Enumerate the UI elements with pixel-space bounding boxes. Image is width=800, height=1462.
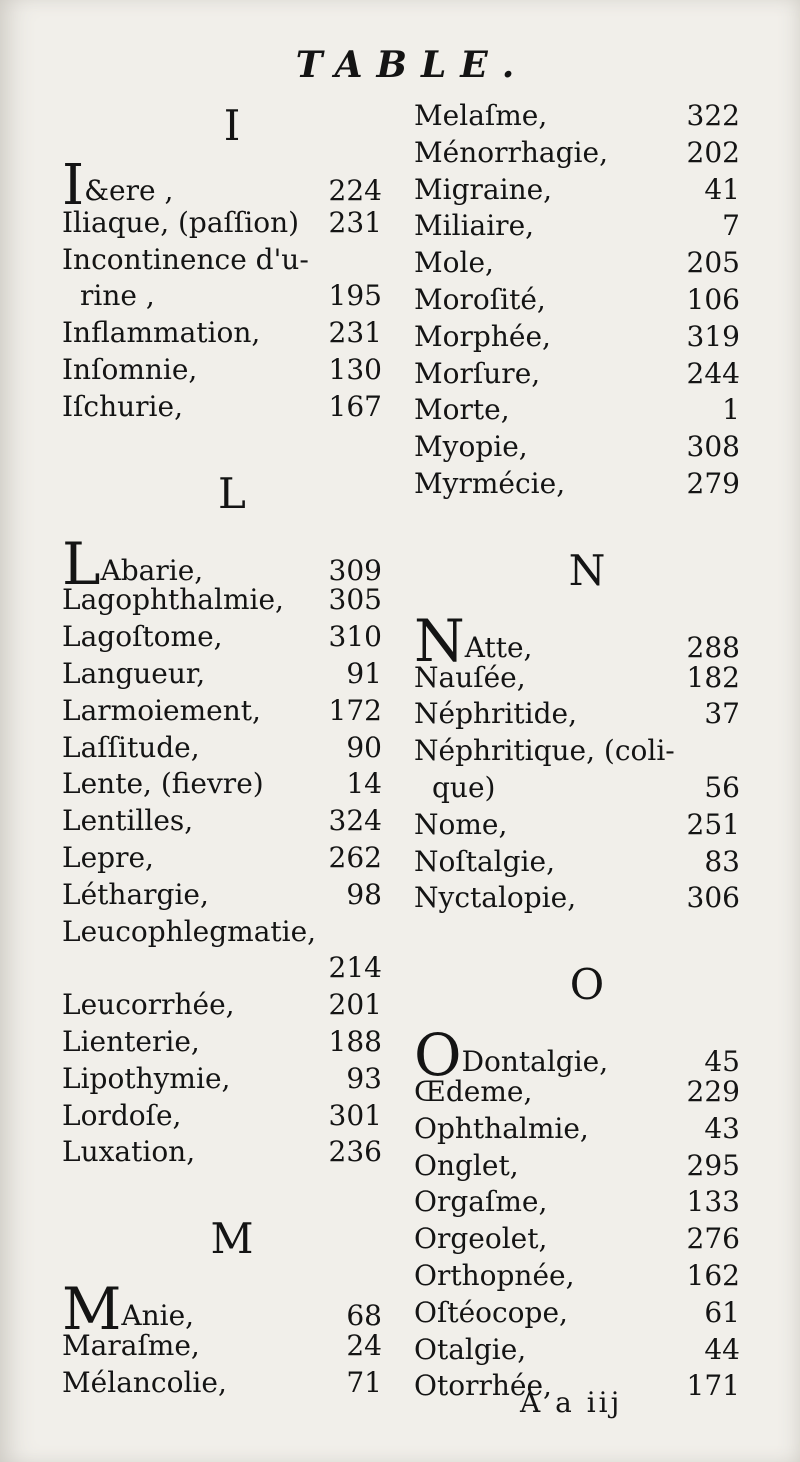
section-letter-l: L <box>218 468 246 518</box>
entry-name: Ménorrhagie, <box>414 135 608 169</box>
index-entry <box>62 877 382 914</box>
entry-name: Ophthalmie, <box>414 1111 589 1145</box>
entry-list-n <box>414 660 740 918</box>
entry-page: 205 <box>686 246 740 280</box>
entry-name: Atte, <box>464 630 533 664</box>
entry-name: Inſomnie, <box>62 352 198 386</box>
entry-page: 91 <box>346 656 382 690</box>
entry-list-l <box>62 582 382 1171</box>
index-entry <box>414 807 740 844</box>
entry-page: 167 <box>328 389 382 423</box>
entry-name: Myrmécie, <box>414 466 566 500</box>
index-entry <box>62 803 382 840</box>
index-entry <box>62 987 382 1024</box>
entry-page: 41 <box>704 172 740 206</box>
index-entry <box>414 660 740 697</box>
index-entry <box>62 1098 382 1135</box>
entry-page: 172 <box>328 693 382 727</box>
entry-name: Lente, (fievre) <box>62 767 264 801</box>
entry-name: Nome, <box>414 807 508 841</box>
entry-name: Incontinence d'u- <box>62 242 309 276</box>
index-entry <box>414 733 740 770</box>
entry-name: Iliaque, (paſſion) <box>62 205 300 239</box>
entry-page: 309 <box>328 553 382 587</box>
index-entry <box>62 1328 382 1365</box>
drop-cap: N <box>414 606 465 675</box>
index-entry <box>414 696 740 733</box>
entry-page: 93 <box>346 1061 382 1095</box>
entry-name: Abarie, <box>100 553 204 587</box>
entry-page: 98 <box>346 877 382 911</box>
entry-page: 37 <box>704 697 740 731</box>
section-letter-n: N <box>568 545 606 595</box>
drop-cap: M <box>62 1275 122 1344</box>
index-entry <box>414 135 740 172</box>
section-letter-m: M <box>210 1214 254 1264</box>
entry-name: Néphritide, <box>414 697 577 731</box>
entry-page: 24 <box>346 1328 382 1362</box>
index-entry <box>62 582 382 619</box>
entry-name: Orgaſme, <box>414 1185 548 1219</box>
entry-name: Noſtalgie, <box>414 844 555 878</box>
entry-page: 301 <box>328 1098 382 1132</box>
entry-name: Larmoiement, <box>62 693 261 727</box>
index-entry <box>62 205 382 242</box>
entry-page: 322 <box>686 99 740 132</box>
index-entry <box>414 98 740 135</box>
page-header: TABLE. <box>295 44 529 86</box>
entry-name: Lienterie, <box>62 1024 200 1058</box>
entry-page: 305 <box>328 583 382 617</box>
index-entry-first <box>62 153 382 218</box>
index-entry <box>62 730 382 767</box>
entry-page: 251 <box>686 807 740 841</box>
index-entry <box>62 389 382 426</box>
entry-name: Orthopnée, <box>414 1258 575 1292</box>
entry-name: Mélancolie, <box>62 1365 227 1399</box>
entry-name: Dontalgie, <box>461 1045 609 1079</box>
entry-page: 43 <box>704 1111 740 1145</box>
index-entry <box>414 1295 740 1332</box>
index-entry <box>414 770 740 807</box>
index-entry <box>414 1111 740 1148</box>
entry-name: Œdeme, <box>414 1074 533 1108</box>
entry-page: 236 <box>328 1135 382 1169</box>
entry-name: Moroſité, <box>414 282 546 316</box>
entry-page: 90 <box>346 730 382 764</box>
entry-name: Leucophlegmatie, <box>62 914 317 948</box>
index-entry <box>414 245 740 282</box>
entry-name: Oſtéocope, <box>414 1295 568 1329</box>
entry-page: 319 <box>686 319 740 353</box>
entry-page: 56 <box>704 770 740 804</box>
index-entry <box>62 1061 382 1098</box>
entry-page: 195 <box>328 279 382 313</box>
index-entry <box>414 1148 740 1185</box>
entry-name: Luxation, <box>62 1135 196 1169</box>
entry-page: 61 <box>704 1295 740 1329</box>
entry-page: 83 <box>704 844 740 878</box>
index-entry <box>414 319 740 356</box>
entry-page: 288 <box>686 630 740 664</box>
entry-name: Maraſme, <box>62 1328 200 1362</box>
entry-name: rine , <box>80 279 155 313</box>
entry-name: Morphée, <box>414 319 551 353</box>
entry-page: 45 <box>704 1045 740 1079</box>
entry-name: Otalgie, <box>414 1332 527 1366</box>
entry-name: Myopie, <box>414 430 528 464</box>
index-entry <box>414 880 740 917</box>
entry-name: Iſchurie, <box>62 389 183 423</box>
entry-page: 229 <box>686 1074 740 1108</box>
entry-page: 171 <box>686 1369 740 1403</box>
entry-page: 279 <box>686 466 740 500</box>
entry-name: Lipothymie, <box>62 1061 231 1095</box>
entry-name: &ere , <box>84 174 174 207</box>
entry-page: 308 <box>686 430 740 464</box>
section-letter-i: I <box>223 101 241 150</box>
index-entry <box>62 1365 382 1402</box>
entry-page: 133 <box>686 1185 740 1219</box>
index-entry <box>62 242 382 279</box>
entry-page: 182 <box>686 660 740 694</box>
entry-page: 224 <box>328 174 382 207</box>
entry-page: 14 <box>346 767 382 801</box>
entry-page: 188 <box>328 1024 382 1058</box>
entry-name: Onglet, <box>414 1148 519 1182</box>
index-entry-first <box>62 529 382 598</box>
index-entry <box>414 1332 740 1369</box>
entry-name: Nauſée, <box>414 660 526 694</box>
entry-page: 1 <box>722 393 740 427</box>
entry-page: 324 <box>328 804 382 838</box>
index-entry <box>62 352 382 389</box>
entry-name: Otorrhée, <box>414 1369 552 1403</box>
entry-page: 71 <box>346 1365 382 1399</box>
index-entry <box>62 914 382 951</box>
entry-name: Laſſitude, <box>62 730 200 764</box>
entry-name: Lepre, <box>62 840 154 874</box>
entry-list-m-continued <box>414 98 740 503</box>
entry-name: Lentilles, <box>62 804 194 838</box>
drop-cap: L <box>62 529 101 598</box>
index-entry <box>62 619 382 656</box>
entry-name: Melaſme, <box>414 99 548 132</box>
entry-page: 262 <box>328 840 382 874</box>
entry-page: 7 <box>722 209 740 243</box>
index-entry <box>62 1024 382 1061</box>
entry-page: 106 <box>686 282 740 316</box>
index-entry <box>414 466 740 503</box>
index-entry <box>414 356 740 393</box>
index-entry <box>62 278 382 315</box>
index-entry <box>62 315 382 352</box>
entry-name: Morſure, <box>414 356 541 390</box>
section-letter-o: O <box>569 960 605 1010</box>
entry-page: 201 <box>328 988 382 1022</box>
entry-page: 231 <box>328 205 382 239</box>
entry-name: Leucorrhée, <box>62 988 235 1022</box>
index-entry <box>414 392 740 429</box>
index-entry <box>414 1258 740 1295</box>
index-entry <box>62 950 382 987</box>
index-entry <box>414 1184 740 1221</box>
entry-page: 310 <box>328 620 382 654</box>
entry-name: Mole, <box>414 246 494 280</box>
entry-name: Langueur, <box>62 656 206 690</box>
entry-name: Morte, <box>414 393 510 427</box>
index-entry <box>62 840 382 877</box>
right-column <box>414 88 740 1405</box>
entry-page: 68 <box>346 1299 382 1333</box>
index-entry-first <box>414 606 740 675</box>
entry-page: 214 <box>328 951 382 985</box>
entry-name: Inflammation, <box>62 316 261 350</box>
index-entry <box>62 1134 382 1171</box>
entry-name: Nyctalopie, <box>414 881 577 915</box>
entry-page: 202 <box>686 135 740 169</box>
index-entry <box>414 844 740 881</box>
entry-page: 276 <box>686 1222 740 1256</box>
index-entry <box>62 766 382 803</box>
index-entry <box>414 1221 740 1258</box>
drop-cap: O <box>414 1021 462 1090</box>
entry-name: Anie, <box>121 1299 195 1333</box>
entry-list-o <box>414 1074 740 1405</box>
entry-page: 162 <box>686 1258 740 1292</box>
entry-page: 244 <box>686 356 740 390</box>
entry-page: 306 <box>686 881 740 915</box>
entry-name: Léthargie, <box>62 877 209 911</box>
index-entry <box>62 693 382 730</box>
entry-list-i <box>62 205 382 426</box>
entry-name: Lagophthalmie, <box>62 583 284 617</box>
drop-cap: I <box>62 153 85 218</box>
index-entry <box>62 656 382 693</box>
index-entry <box>414 282 740 319</box>
entry-page: 130 <box>328 352 382 386</box>
entry-page: 44 <box>704 1332 740 1366</box>
entry-list-m <box>62 1328 382 1402</box>
entry-name: Migraine, <box>414 172 553 206</box>
entry-page: 295 <box>686 1148 740 1182</box>
index-entry-first <box>414 1021 740 1090</box>
index-entry <box>414 429 740 466</box>
entry-name: Miliaire, <box>414 209 535 243</box>
entry-name: Lordoſe, <box>62 1098 182 1132</box>
entry-name: Lagoſtome, <box>62 620 223 654</box>
index-entry <box>414 172 740 209</box>
left-column <box>62 88 382 1402</box>
signature-mark: A a iij <box>520 1386 623 1419</box>
entry-name: Néphritique, (coli- <box>414 734 675 768</box>
index-entry <box>414 208 740 245</box>
entry-name: Orgeolet, <box>414 1222 548 1256</box>
index-entry-first <box>62 1275 382 1344</box>
entry-page: 231 <box>328 316 382 350</box>
entry-name: que) <box>432 770 496 804</box>
